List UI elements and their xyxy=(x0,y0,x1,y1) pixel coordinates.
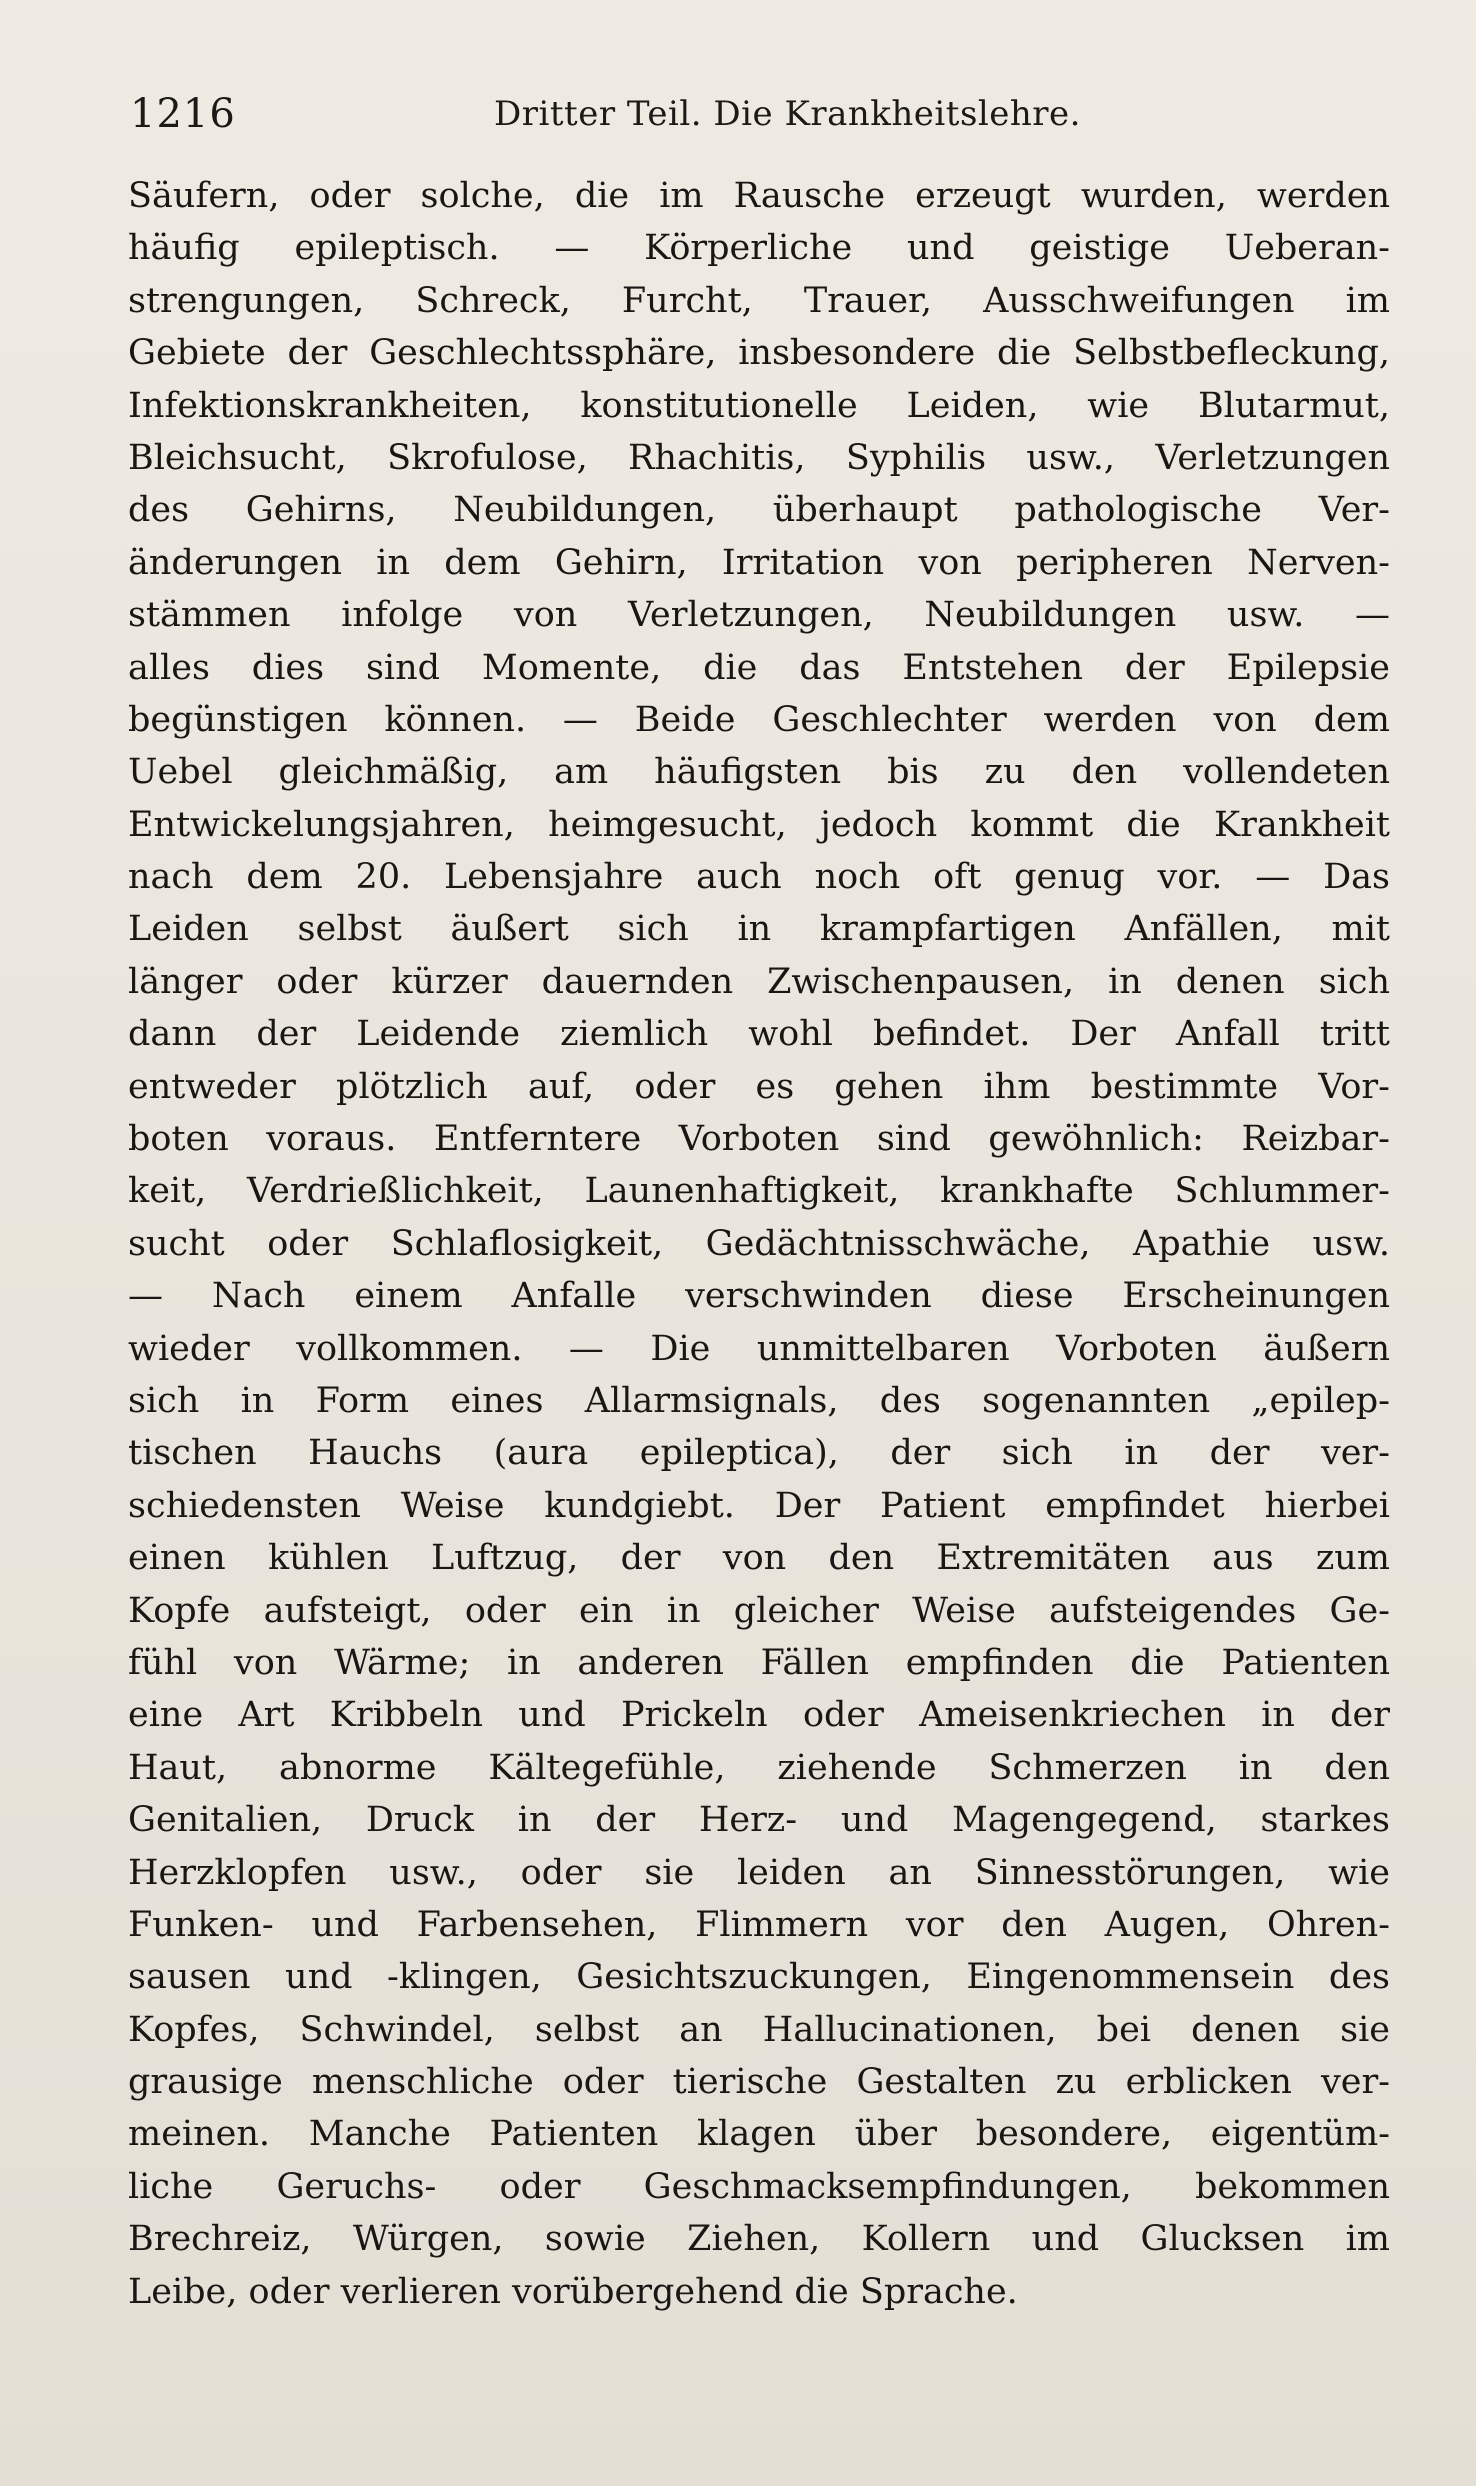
page-number: 1216 xyxy=(130,91,236,137)
text-line: Entwickelungsjahren, heimgesucht, jedoch kommt die Krankheit xyxy=(128,804,1390,845)
text-line: fühl von Wärme; in anderen Fällen empfinden die Patienten xyxy=(128,1642,1390,1683)
text-line: Kopfe aufsteigt, oder ein in gleicher Weise aufsteigendes Ge- xyxy=(128,1590,1390,1631)
text-line: strengungen, Schreck, Furcht, Trauer, Ausschweifungen im xyxy=(128,280,1390,321)
text-line: alles dies sind Momente, die das Entstehen der Epilepsie xyxy=(128,647,1390,688)
text-line: Säufern, oder solche, die im Rausche erzeugt wurden, werden xyxy=(128,176,1390,216)
text-line: boten voraus. Entferntere Vorboten sind gewöhnlich: Reizbar- xyxy=(128,1119,1390,1160)
text-line: Infektionskrankheiten, konstitutionelle Leiden, wie Blutarmut, xyxy=(128,385,1390,426)
page-header xyxy=(130,82,1385,146)
text-line: des Gehirns, Neubildungen, überhaupt pathologische Ver- xyxy=(128,490,1390,531)
text-line: sich in Form eines Allarmsignals, des sogenannten „epilep- xyxy=(128,1380,1390,1421)
text-line: Bleichsucht, Skrofulose, Rhachitis, Syphilis usw., Verletzungen xyxy=(128,437,1390,478)
text-line: änderungen in dem Gehirn, Irritation von peripheren Nerven- xyxy=(128,542,1390,583)
text-line: meinen. Manche Patienten klagen über besondere, eigentüm- xyxy=(128,2114,1390,2155)
body-text xyxy=(128,170,1390,2318)
running-head: Dritter Teil. Die Krankheitslehre. xyxy=(494,94,1081,134)
text-line: Haut, abnorme Kältegefühle, ziehende Schmerzen in den xyxy=(128,1747,1390,1788)
text-line: dann der Leidende ziemlich wohl befindet. Der Anfall tritt xyxy=(128,1014,1390,1055)
text-line: sucht oder Schlaflosigkeit, Gedächtnisschwäche, Apathie usw. xyxy=(128,1223,1390,1264)
text-line: Brechreiz, Würgen, sowie Ziehen, Kollern und Glucksen im xyxy=(128,2219,1390,2260)
text-line: liche Geruchs- oder Geschmacksempfindungen, bekommen xyxy=(128,2166,1390,2207)
text-line: keit, Verdrießlichkeit, Launenhaftigkeit, krankhafte Schlummer- xyxy=(128,1171,1390,1212)
text-line: länger oder kürzer dauernden Zwischenpausen, in denen sich xyxy=(128,961,1390,1002)
text-line: Genitalien, Druck in der Herz- und Magengegend, starkes xyxy=(128,1800,1390,1841)
text-line: Kopfes, Schwindel, selbst an Hallucinationen, bei denen sie xyxy=(128,2009,1390,2050)
text-line: wieder vollkommen. — Die unmittelbaren Vorboten äußern xyxy=(128,1328,1390,1369)
text-line: Leibe, oder verlieren vorübergehend die Sprache. xyxy=(128,2271,1018,2312)
text-line: schiedensten Weise kundgiebt. Der Patient empfindet hierbei xyxy=(128,1485,1390,1526)
text-line: Funken- und Farbensehen, Flimmern vor den Augen, Ohren- xyxy=(128,1904,1390,1945)
text-line: sausen und -klingen, Gesichtszuckungen, Eingenommensein des xyxy=(128,1957,1390,1998)
text-line: eine Art Kribbeln und Prickeln oder Ameisenkriechen in der xyxy=(128,1695,1390,1736)
text-line: häufig epileptisch. — Körperliche und geistige Ueberan- xyxy=(128,228,1390,269)
text-line: Uebel gleichmäßig, am häufigsten bis zu den vollendeten xyxy=(128,752,1390,793)
text-line: tischen Hauchs (aura epileptica), der sich in der ver- xyxy=(128,1433,1390,1474)
text-line: einen kühlen Luftzug, der von den Extremitäten aus zum xyxy=(128,1538,1390,1579)
text-line: Leiden selbst äußert sich in krampfartigen Anfällen, mit xyxy=(128,909,1390,950)
text-line: stämmen infolge von Verletzungen, Neubildungen usw. — xyxy=(128,595,1390,636)
text-line: grausige menschliche oder tierische Gestalten zu erblicken ver- xyxy=(128,2062,1390,2103)
text-line: nach dem 20. Lebensjahre auch noch oft genug vor. — Das xyxy=(128,857,1390,898)
text-line: Gebiete der Geschlechtssphäre, insbesondere die Selbstbefleckung, xyxy=(128,333,1390,374)
text-line: — Nach einem Anfalle verschwinden diese Erscheinungen xyxy=(128,1276,1390,1317)
text-line: Herzklopfen usw., oder sie leiden an Sinnesstörungen, wie xyxy=(128,1852,1390,1893)
text-line: entweder plötzlich auf, oder es gehen ihm bestimmte Vor- xyxy=(128,1066,1390,1107)
text-line: begünstigen können. — Beide Geschlechter werden von dem xyxy=(128,699,1390,740)
